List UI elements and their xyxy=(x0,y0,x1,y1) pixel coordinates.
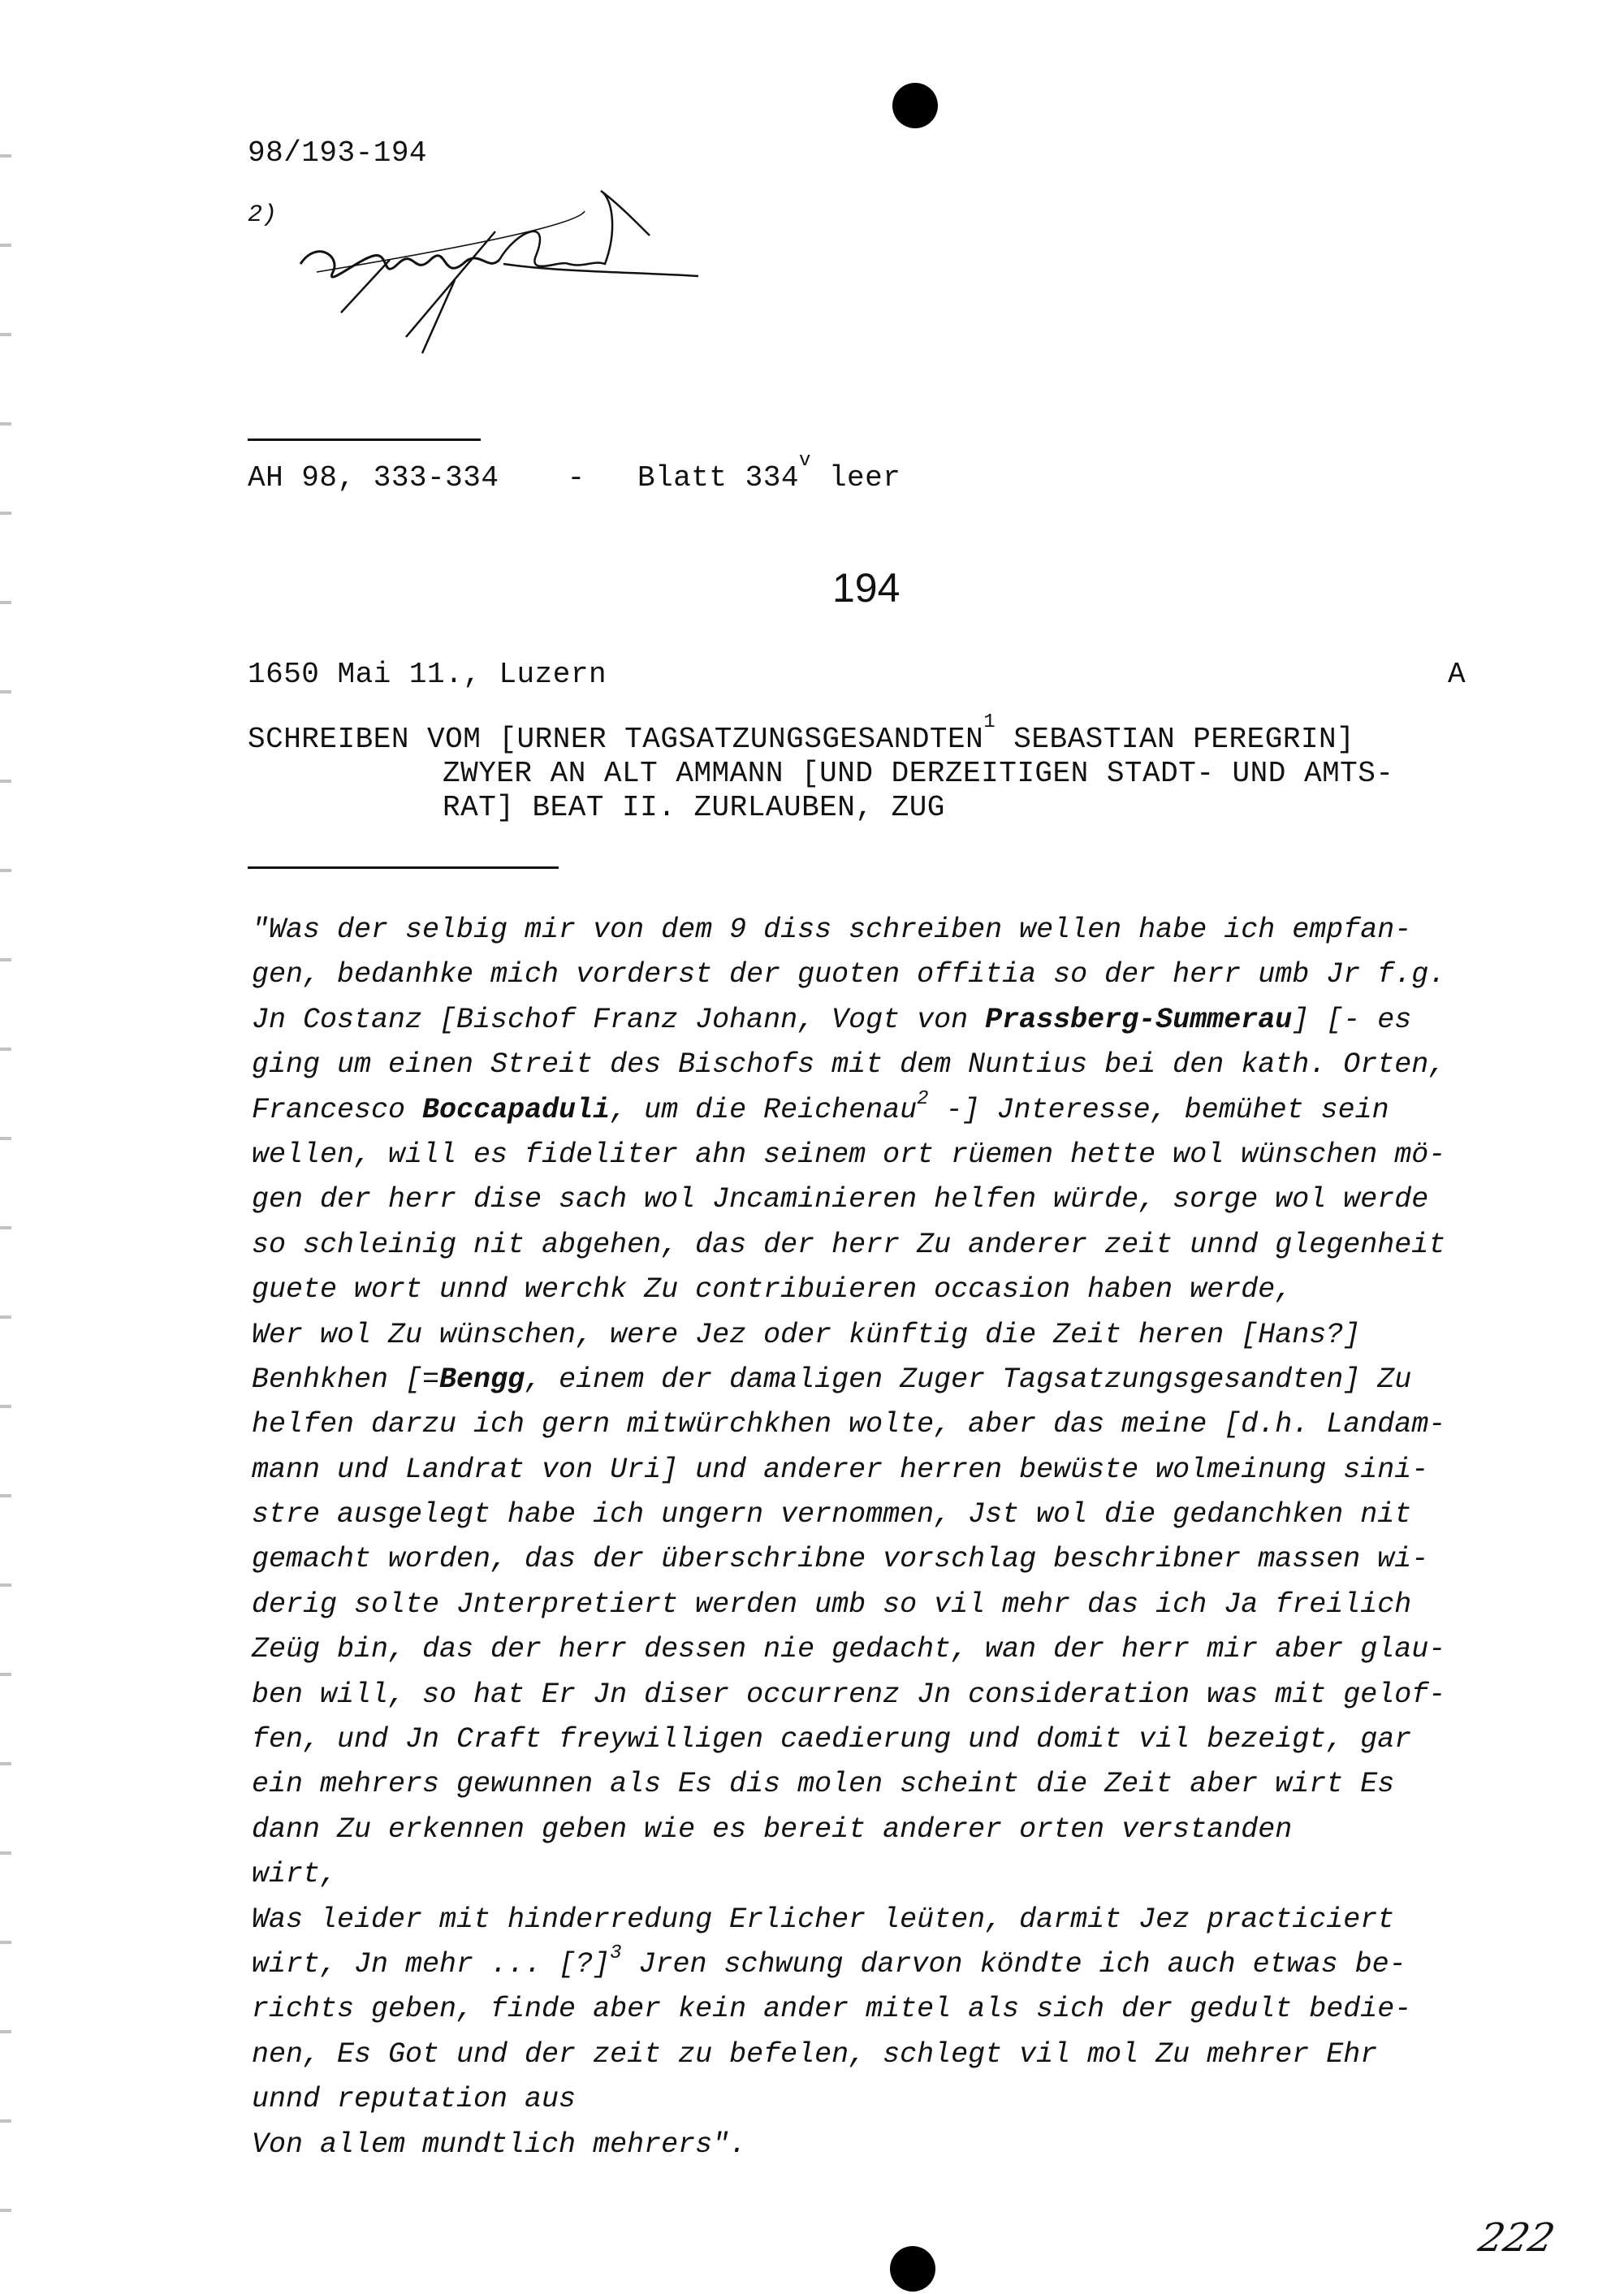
reference-number: 98/193-194 xyxy=(248,136,428,170)
scan-edge-marks xyxy=(0,122,11,2233)
source-sheet: Blatt 334 xyxy=(637,461,799,495)
header-rule xyxy=(248,438,481,441)
punch-hole-top xyxy=(892,83,938,128)
body-line: wellen, will es fideliter ahn seinem ort rüemen hette wol wünschen mö- xyxy=(252,1138,1446,1171)
number-mark: 2) xyxy=(248,201,278,229)
title-line-3: RAT] BEAT II. ZURLAUBEN, ZUG xyxy=(443,791,945,824)
body-line: Francesco Boccapaduli, um die Reichenau$^2$ -] Jnteresse, bemühet sein xyxy=(252,1087,1389,1126)
handwritten-signature xyxy=(292,183,715,369)
punch-hole-bottom xyxy=(890,2246,935,2292)
body-line: guete wort unnd werchk Zu contribuieren occasion haben werde, xyxy=(252,1273,1293,1307)
title-line-1-text: SCHREIBEN VOM [URNER TAGSATZUNGSGESANDTEN xyxy=(248,723,984,756)
body-line: Zeüg bin, das der herr dessen nie gedacht, wan der herr mir aber glau- xyxy=(252,1633,1446,1666)
body-line: "Was der selbig mir von dem 9 diss schreiben wellen habe ich empfan- xyxy=(252,914,1412,946)
source-separator: - xyxy=(567,461,585,495)
body-line: gen, bedanhke mich vorderst der guoten offitia so der herr umb Jr f.g. xyxy=(252,958,1446,991)
body-line: Benhkhen [=Bengg, einem der damaligen Zuger Tagsatzungsgesandten] Zu xyxy=(252,1363,1412,1396)
body-line: helfen darzu ich gern mitwürchkhen wolte, aber das meine [d.h. Landam- xyxy=(252,1408,1446,1441)
body-line: derig solte Jnterpretiert werden umb so vil mehr das ich Ja freilich xyxy=(252,1588,1412,1621)
body-line: nen, Es Got und der zeit zu befelen, schlegt vil mol Zu mehrer Ehr xyxy=(252,2037,1378,2071)
body-line: gen der herr dise sach wol Jncaminieren helfen würde, sorge wol werde xyxy=(252,1183,1429,1216)
type-code: A xyxy=(1448,658,1466,691)
body-line: Von allem mundtlich mehrers". xyxy=(252,2128,747,2161)
title-line-2: ZWYER AN ALT AMMANN [UND DERZEITIGEN STADT- UND AMTS- xyxy=(443,757,1394,790)
body-line: ging um einen Streit des Bischofs mit dem Nuntius bei den kath. Orten, xyxy=(252,1048,1446,1082)
body-line: so schleinig nit abgehen, das der herr Zu anderer zeit unnd glegenheit xyxy=(252,1228,1446,1261)
body-line: wirt, Jn mehr ... [?]$^3$ Jren schwung darvon köndte ich auch etwas be- xyxy=(252,1942,1406,1981)
footnote-ref-3: 3 xyxy=(610,1942,622,1964)
body-line: fen, und Jn Craft freywilligen caedierung und domit vil bezeigt, gar xyxy=(252,1723,1412,1756)
body-line: dann Zu erkennen geben wie es bereit anderer orten verstanden xyxy=(252,1812,1293,1846)
title-line-1 xyxy=(248,711,1355,756)
body-line: stre ausgelegt habe ich ungern vernommen, Jst wol die gedanchken nit xyxy=(252,1498,1412,1531)
letter-body xyxy=(252,908,1502,2167)
source-archive: AH 98, 333-334 xyxy=(248,461,499,495)
body-line: ein mehrers gewunnen als Es dis molen scheint die Zeit aber wirt Es xyxy=(252,1768,1395,1801)
body-line: Jn Costanz [Bischof Franz Johann, Vogt von Prassberg-Summerau] [- es xyxy=(252,1003,1412,1036)
body-line: gemacht worden, das der überschribne vorschlag beschribner massen wi- xyxy=(252,1543,1429,1576)
source-sheet-sup: v xyxy=(798,450,811,472)
title-line-1-rest: SEBASTIAN PEREGRIN] xyxy=(996,723,1355,756)
source-note: leer xyxy=(828,461,901,495)
body-line: richts geben, finde aber kein ander mitel als sich der gedult bedie- xyxy=(252,1993,1412,2026)
date-place: 1650 Mai 11., Luzern xyxy=(248,658,607,691)
document-number: 194 xyxy=(832,565,901,611)
body-line: unnd reputation aus xyxy=(252,2083,577,2116)
source-line xyxy=(248,450,901,495)
body-line: mann und Landrat von Uri] und anderer herren bewüste wolmeinung sini- xyxy=(252,1453,1429,1486)
folio-number: 222 xyxy=(1475,2215,1559,2261)
footnote-ref-2: 2 xyxy=(917,1087,929,1110)
title-rule xyxy=(248,866,559,869)
footnote-ref-1: 1 xyxy=(983,711,996,733)
body-line: ben will, so hat Er Jn diser occurrenz Jn consideration was mit gelof- xyxy=(252,1678,1446,1711)
body-line: Wer wol Zu wünschen, were Jez oder künftig die Zeit heren [Hans?] xyxy=(252,1318,1361,1351)
body-line: Was leider mit hinderredung Erlicher leüten, darmit Jez practiciert xyxy=(252,1903,1395,1936)
body-line: wirt, xyxy=(252,1858,338,1891)
